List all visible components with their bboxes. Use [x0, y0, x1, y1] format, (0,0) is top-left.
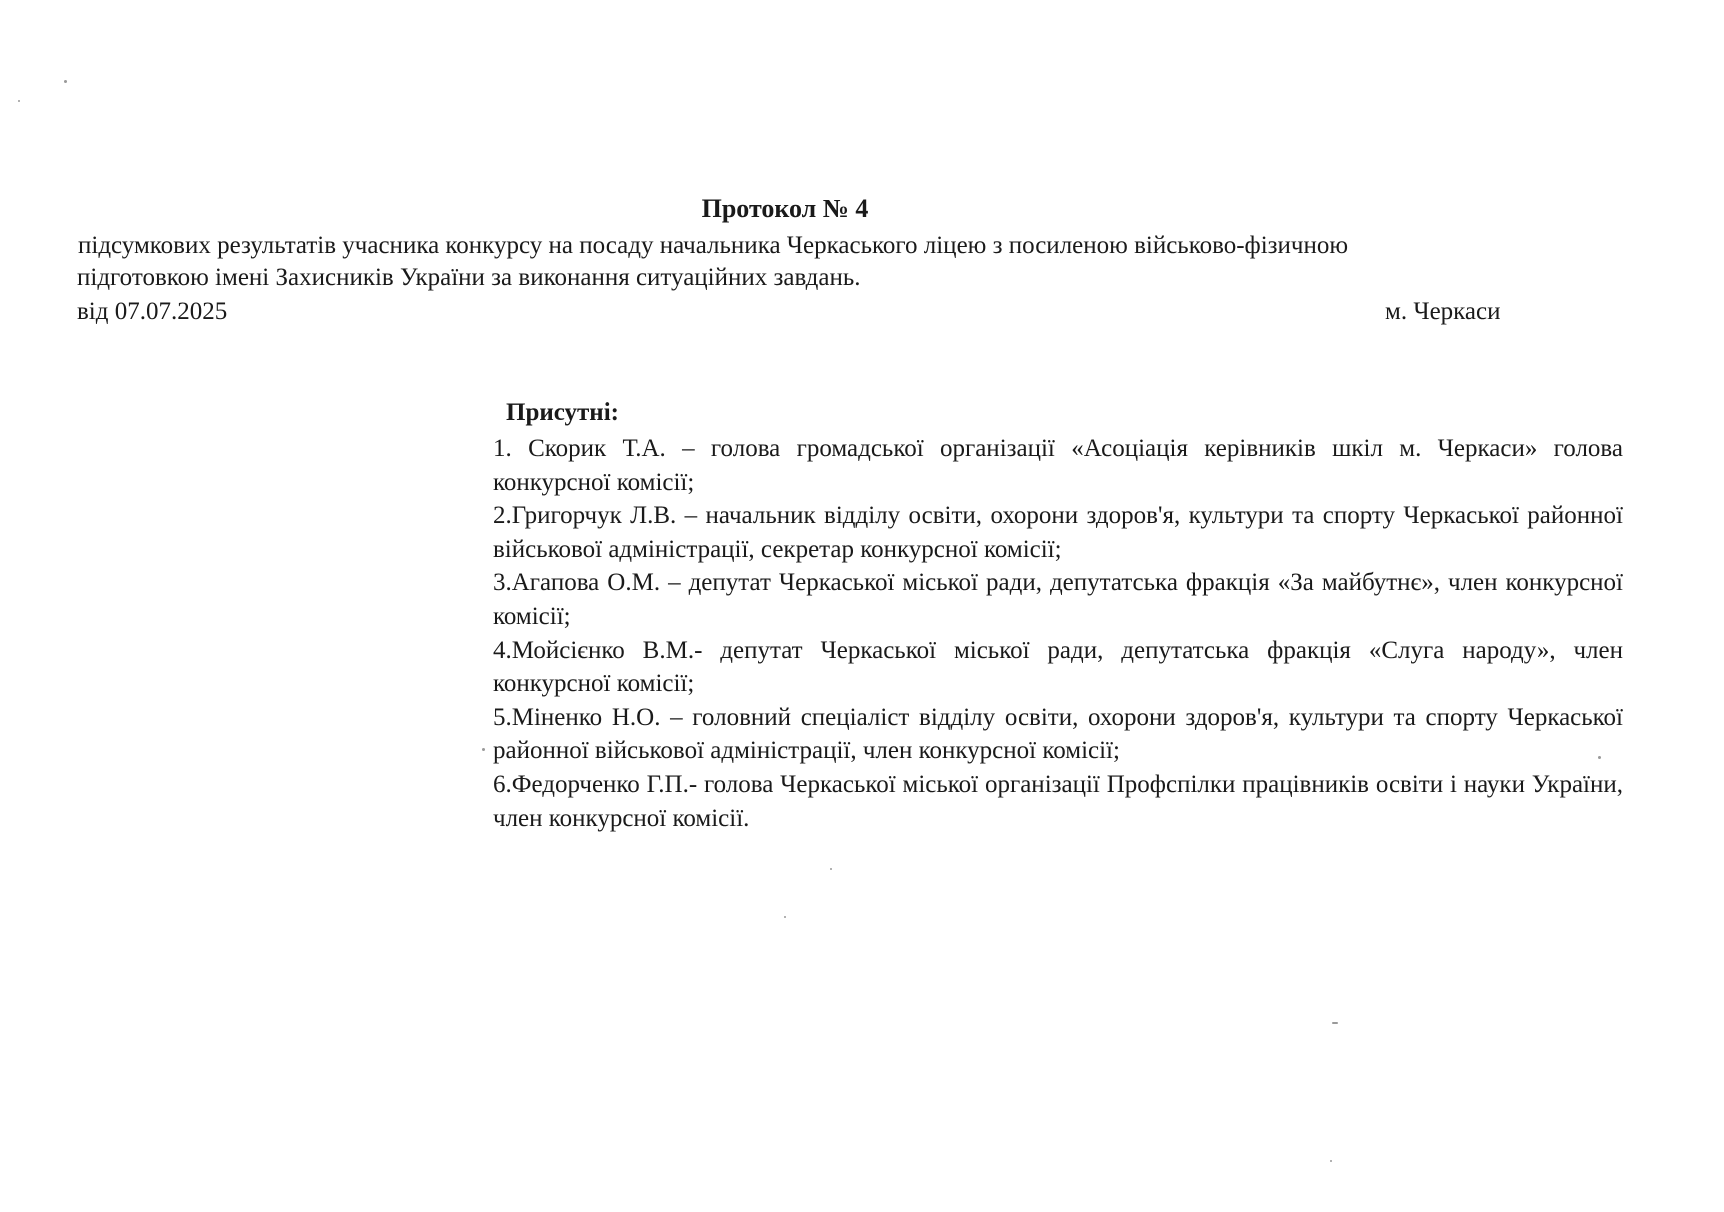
- scan-speck: [18, 100, 20, 102]
- scan-speck: [830, 868, 832, 870]
- scan-speck: [482, 748, 485, 751]
- member-item: 1. Скорик Т.А. – голова громадської організації «Асоціація керівників шкіл м. Черкаси» голова конкурсної комісії;: [493, 435, 1623, 496]
- protocol-title: Протокол № 4: [701, 194, 869, 223]
- scan-speck: [784, 916, 786, 918]
- member-item: 6.Федорченко Г.П.- голова Черкаської міської організації Профспілки працівників освіти і науки України, член конкурсної комісії.: [493, 770, 1623, 832]
- protocol-subject: [78, 230, 1598, 294]
- scan-speck: [1332, 1022, 1338, 1024]
- member-item: 4.Мойсієнко В.М.- депутат Черкаської міської ради, депутатська фракція «Слуга народу», член конкурсної комісії;: [493, 636, 1623, 698]
- scan-speck: [1598, 756, 1601, 759]
- protocol-city: м. Черкаси: [1385, 298, 1501, 325]
- scan-speck: [1330, 1160, 1332, 1162]
- member-item: 5.Міненко Н.О. – головний спеціаліст відділу освіти, охорони здоров'я, культури та спорту Черкаської районної військової адміністрації, член конкурсної комісії;: [493, 703, 1623, 765]
- member-item: 2.Григорчук Л.В. – начальник відділу освіти, охорони здоров'я, культури та спорту Черкаської районної військової адміністрації, секретар конкурсної комісії;: [493, 502, 1623, 563]
- subject-line-2: підготовкою імені Захисників України за виконання ситуаційних завдань.: [77, 264, 861, 291]
- members-list: [493, 432, 1623, 835]
- scan-speck: [64, 80, 67, 83]
- protocol-date: від 07.07.2025: [77, 298, 228, 325]
- member-item: 3.Агапова О.М. – депутат Черкаської міської ради, депутатська фракція «За майбутнє», член конкурсної комісії;: [493, 569, 1623, 630]
- present-heading: Присутні:: [506, 399, 619, 426]
- subject-line-1: підсумкових результатів учасника конкурсу на посаду начальника Черкаського ліцею з посиленою військово-фізичною: [78, 232, 1349, 259]
